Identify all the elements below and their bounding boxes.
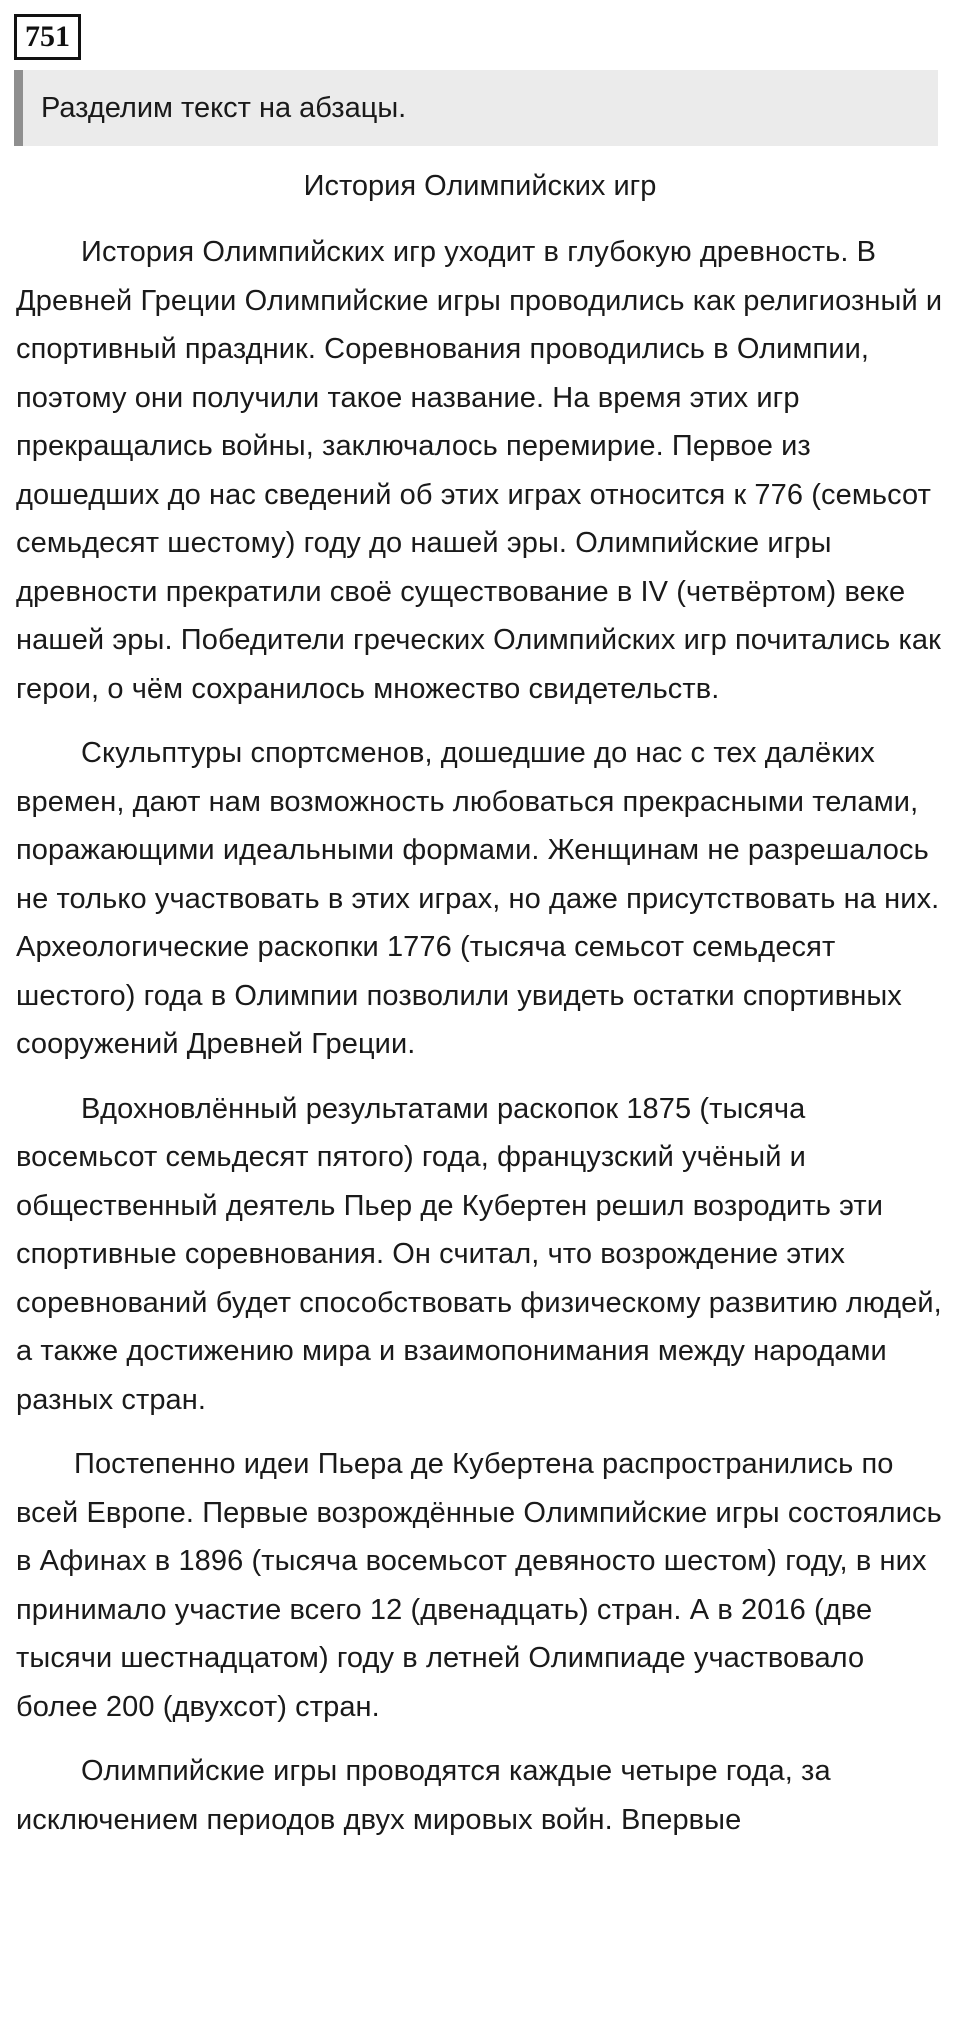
- instruction-text: Разделим текст на абзацы.: [41, 92, 407, 124]
- instruction-box: [14, 70, 938, 146]
- text-body: [16, 228, 950, 1860]
- paragraph-4: Постепенно идеи Пьера де Кубертена распространились по всей Европе. Первые возрождённые Олимпийские игры состоялись в Афинах в 1896 (тысяча восемьсот девяносто шестом) году, в них принимало участие всего 12 (двенадцать) стран. А в 2016 (две тысячи шестнадцатом) году в летней Олимпиаде участвовало более 200 (двухсот) стран.: [16, 1448, 942, 1723]
- text-title: История Олимпийских игр: [303, 170, 657, 202]
- paragraph-5: Олимпийские игры проводятся каждые четыре года, за исключением периодов двух мировых войн. Впервые: [16, 1755, 831, 1836]
- paragraph-3: Вдохновлённый результатами раскопок 1875 (тысяча восемьсот семьдесят пятого) года, французский учёный и общественный деятель Пьер де Кубертен решил возродить эти спортивные соревнования. Он считал, что возрождение этих соревнований будет способствовать физическому развитию людей, а также достижению мира и взаимопонимания между народами разных стран.: [16, 1092, 942, 1416]
- paragraph-2: Скульптуры спортсменов, дошедшие до нас с тех далёких времен, дают нам возможность любоваться прекрасными телами, поражающими идеальными формами. Женщинам не разрешалось не только участвовать в этих играх, но даже присутствовать на них. Археологические раскопки 1776 (тысяча семьсот семьдесят шестого) года в Олимпии позволили увидеть остатки спортивных сооружений Древней Греции.: [16, 737, 940, 1060]
- task-number-badge: 751: [14, 14, 81, 60]
- paragraph-1: История Олимпийских игр уходит в глубокую древность. В Древней Греции Олимпийские игры проводились как религиозный и спортивный праздник. Соревнования проводились в Олимпии, поэтому они получили такое название. На время этих игр прекращались войны, заключалось перемирие. Первое из дошедших до нас сведений об этих играх относится к 776 (семьсот семьдесят шестому) году до нашей эры. Олимпийские игры древности прекратили своё существование в IV (четвёртом) веке нашей эры. Победители греческих Олимпийских игр почитались как герои, о чём сохранилось множество свидетельств.: [16, 236, 943, 705]
